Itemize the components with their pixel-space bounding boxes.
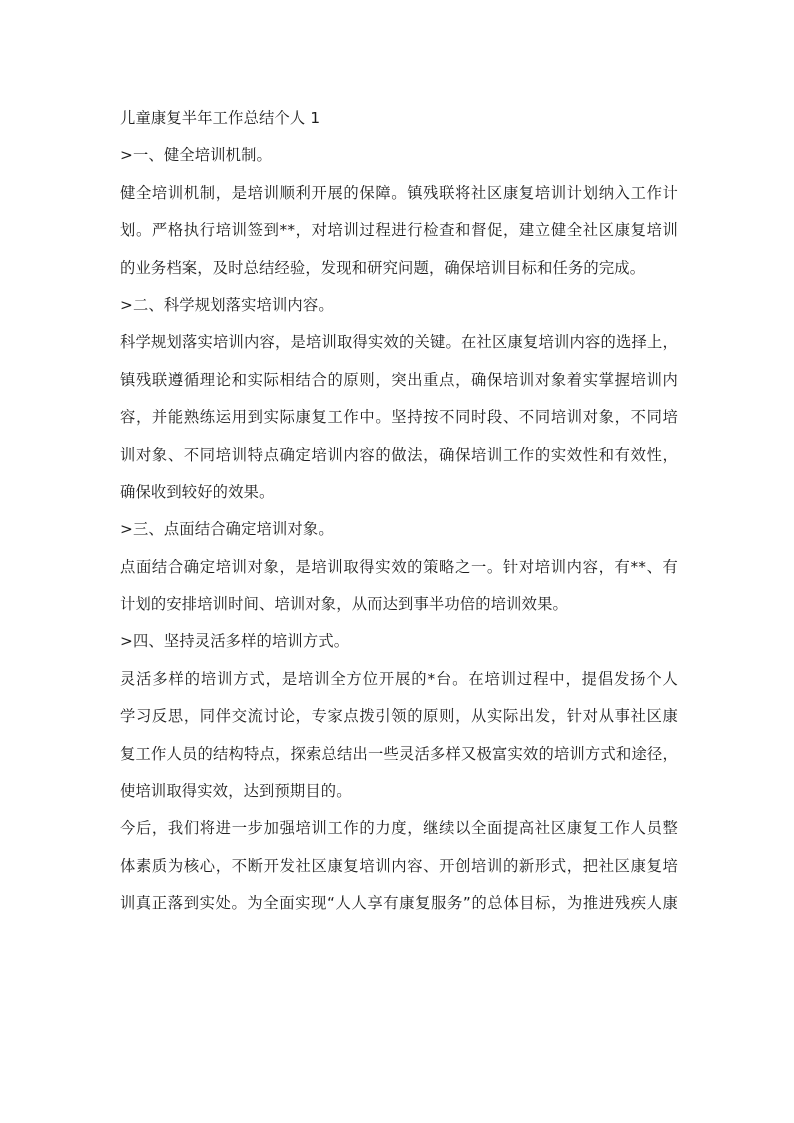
paragraph-line: 学习反思，同伴交流讨论，专家点拨引领的原则，从实际出发，针对从事社区康	[120, 707, 678, 726]
paragraph-line: 使培训取得实效，达到预期目的。	[120, 782, 352, 801]
section-heading: >一、健全培训机制。	[120, 146, 272, 165]
paragraph-line: 训对象、不同培训特点确定培训内容的做法，确保培训工作的实效性和有效性，	[120, 445, 678, 464]
paragraph-line: 容，并能熟练运用到实际康复工作中。坚持按不同时段、不同培训对象，不同培	[120, 408, 678, 427]
document-title: 儿童康复半年工作总结个人 1	[120, 109, 321, 127]
paragraph-line: 点面结合确定培训对象，是培训取得实效的策略之一。针对培训内容，有**、有	[120, 557, 678, 576]
paragraph-line: 体素质为核心，不断开发社区康复培训内容、开创培训的新形式，把社区康复培	[120, 856, 678, 875]
paragraph-line: 今后，我们将进一步加强培训工作的力度，继续以全面提高社区康复工作人员整	[120, 819, 678, 838]
paragraph-line: 灵活多样的培训方式，是培训全方位开展的*台。在培训过程中，提倡发扬个人	[120, 669, 678, 688]
paragraph-line: 训真正落到实处。为全面实现“人人享有康复服务”的总体目标，为推进残疾人康	[120, 894, 678, 913]
document-page	[120, 103, 678, 926]
paragraph-line: 确保收到较好的效果。	[120, 482, 275, 501]
section-heading: >四、坚持灵活多样的培训方式。	[120, 632, 350, 651]
paragraph-line: 复工作人员的结构特点，探索总结出一些灵活多样又极富实效的培训方式和途径，	[120, 744, 678, 763]
paragraph-line: 镇残联遵循理论和实际相结合的原则，突出重点，确保培训对象着实掌握培训内	[120, 370, 678, 389]
paragraph-line: 划。严格执行培训签到**，对培训过程进行检查和督促，建立健全社区康复培训	[120, 221, 678, 240]
paragraph-line: 科学规划落实培训内容，是培训取得实效的关键。在社区康复培训内容的选择上，	[120, 333, 678, 352]
paragraph-line: 计划的安排培训时间、培训对象，从而达到事半功倍的培训效果。	[120, 595, 568, 614]
paragraph-line: 的业务档案，及时总结经验，发现和研究问题，确保培训目标和任务的完成。	[120, 258, 646, 277]
paragraph-line: 健全培训机制，是培训顺利开展的保障。镇残联将社区康复培训计划纳入工作计	[120, 183, 678, 202]
section-heading: >二、科学规划落实培训内容。	[120, 295, 334, 314]
section-heading: >三、点面结合确定培训对象。	[120, 520, 334, 539]
